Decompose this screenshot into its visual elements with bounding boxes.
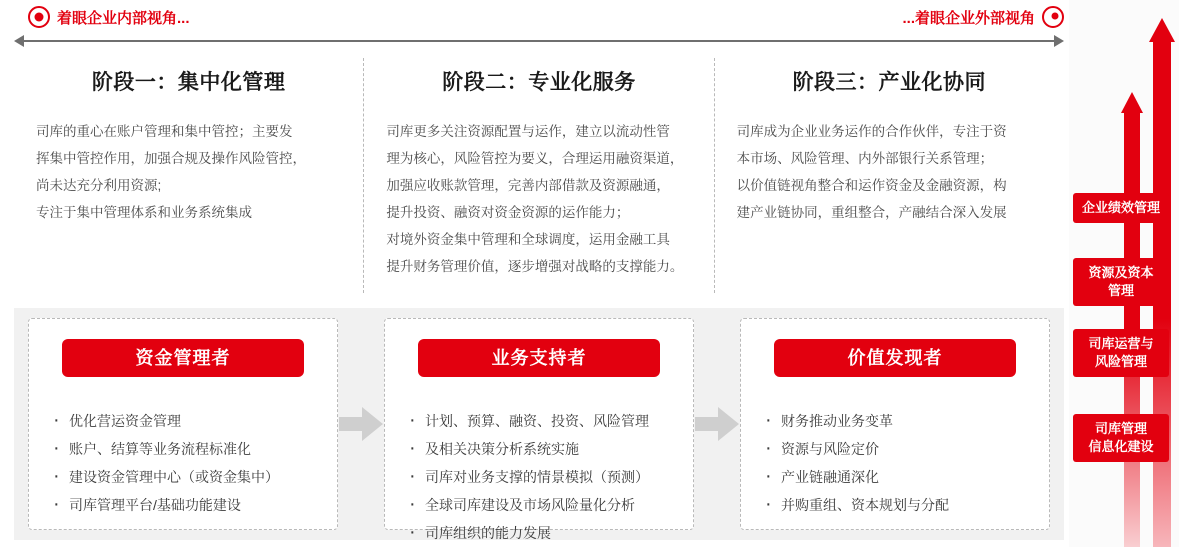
stage-line: 提升财务管理价值，逐步增强对战略的支撑能力。 [386,259,684,274]
rail-label-3-line1: 司库管理 [1094,421,1147,436]
stage-line: 对境外资金集中管理和全球调度，运用金融工具 [386,232,670,247]
stage-column-1 [14,58,363,293]
stage-line: 加强应收账款管理，完善内部借款及资源融通， [386,178,670,193]
arrow-gap-2 [694,318,740,530]
eye-circle-icon [1042,6,1064,28]
role-list-2 [403,407,679,547]
perspective-left-label: 着眼企业内部视角... [57,9,190,27]
arrow-shaft [23,40,1055,42]
list-item: · 司库组织的能力发展 [403,519,679,547]
rail-label-1 [1073,258,1169,306]
list-item: · 优化营运资金管理 [47,407,323,435]
rail-label-1-line2: 管理 [1107,283,1134,298]
stage-body-2 [386,118,691,280]
role-card-3 [740,318,1050,530]
role-list-3 [759,407,1035,519]
rail-label-2 [1073,329,1169,377]
rail-label-3 [1073,414,1169,462]
double-arrow-divider [14,35,1064,47]
list-item: · 司库管理平台/基础功能建设 [47,491,323,519]
rail-label-2-line1: 司库运营与 [1088,336,1154,351]
stage-column-3 [714,58,1064,293]
role-badge-3: 价值发现者 [774,339,1016,377]
list-item: · 建设资金管理中心（或资金集中） [47,463,323,491]
stage-line: 建产业链协同，重组整合，产融结合深入发展 [736,205,1007,220]
stage-column-2 [363,58,713,293]
stage-line: 提升投资、融资对资金资源的运作能力； [386,205,630,220]
stage-line: 司库成为企业业务运作的合作伙伴，专注于资 [736,124,1007,139]
stage-line: 挥集中管控作用，加强合规及操作风险管控， [36,151,306,166]
list-item: · 资源与风险定价 [759,435,1035,463]
arrow-gap-1 [338,318,384,530]
role-card-1 [28,318,338,530]
flow-arrow-right-icon [339,407,383,441]
stages-container [14,58,1064,293]
stage-line: 理为核心，风险管控为要义，合理运用融资渠道， [386,151,684,166]
stage-line: 以价值链视角整合和运作资金及金融资源，构 [736,178,1007,193]
list-item: · 并购重组、资本规划与分配 [759,491,1035,519]
rail-label-3-line2: 信息化建设 [1088,439,1154,454]
role-card-2 [384,318,694,541]
stage-line: 司库的重心在账户管理和集中管控；主要发 [36,124,293,139]
flow-arrow-right-icon [695,407,739,441]
list-item: · 计划、预算、融资、投资、风险管理 [403,407,679,435]
role-badge-2: 业务支持者 [418,339,660,377]
short-up-arrow-icon [1121,92,1143,547]
stage-line: 司库更多关注资源配置与运作，建立以流动性管 [386,124,670,139]
stage-body-1 [36,118,341,226]
list-item: · 财务推动业务变革 [759,407,1035,435]
list-item: · 司库对业务支撑的情景模拟（预测） [403,463,679,491]
perspective-right [902,6,1064,28]
stage-title-2: 阶段二：专业化服务 [442,71,636,94]
stage-title-1: 阶段一：集中化管理 [91,71,286,94]
stage-line: 尚未达充分利用资源; [36,178,162,193]
perspective-right-label: ...着眼企业外部视角 [902,9,1035,27]
rail-label-2-line2: 风险管理 [1094,354,1147,369]
arrow-head-right-icon [1054,35,1064,47]
stage-body-3 [737,118,1042,226]
perspective-left [28,6,190,28]
stage-line: 本市场、风险管理、内外部银行关系管理； [736,151,994,166]
stage-line: 专注于集中管理体系和业务系统集成 [36,205,252,220]
list-item-continuation: · 及相关决策分析系统实施 [403,435,679,463]
role-list-1 [47,407,323,519]
rail-label-0 [1073,193,1169,223]
rail-label-0-line1: 企业绩效管理 [1081,200,1160,215]
list-item: · 产业链融通深化 [759,463,1035,491]
list-item: · 账户、结算等业务流程标准化 [47,435,323,463]
stage-title-3: 阶段三：产业化协同 [792,71,987,94]
target-dot-icon [28,6,50,28]
right-rail [1069,0,1179,547]
rail-label-1-line1: 资源及资本 [1088,265,1154,280]
role-badge-1: 资金管理者 [62,339,304,377]
list-item: · 全球司库建设及市场风险量化分析 [403,491,679,519]
roles-panel [14,308,1064,540]
